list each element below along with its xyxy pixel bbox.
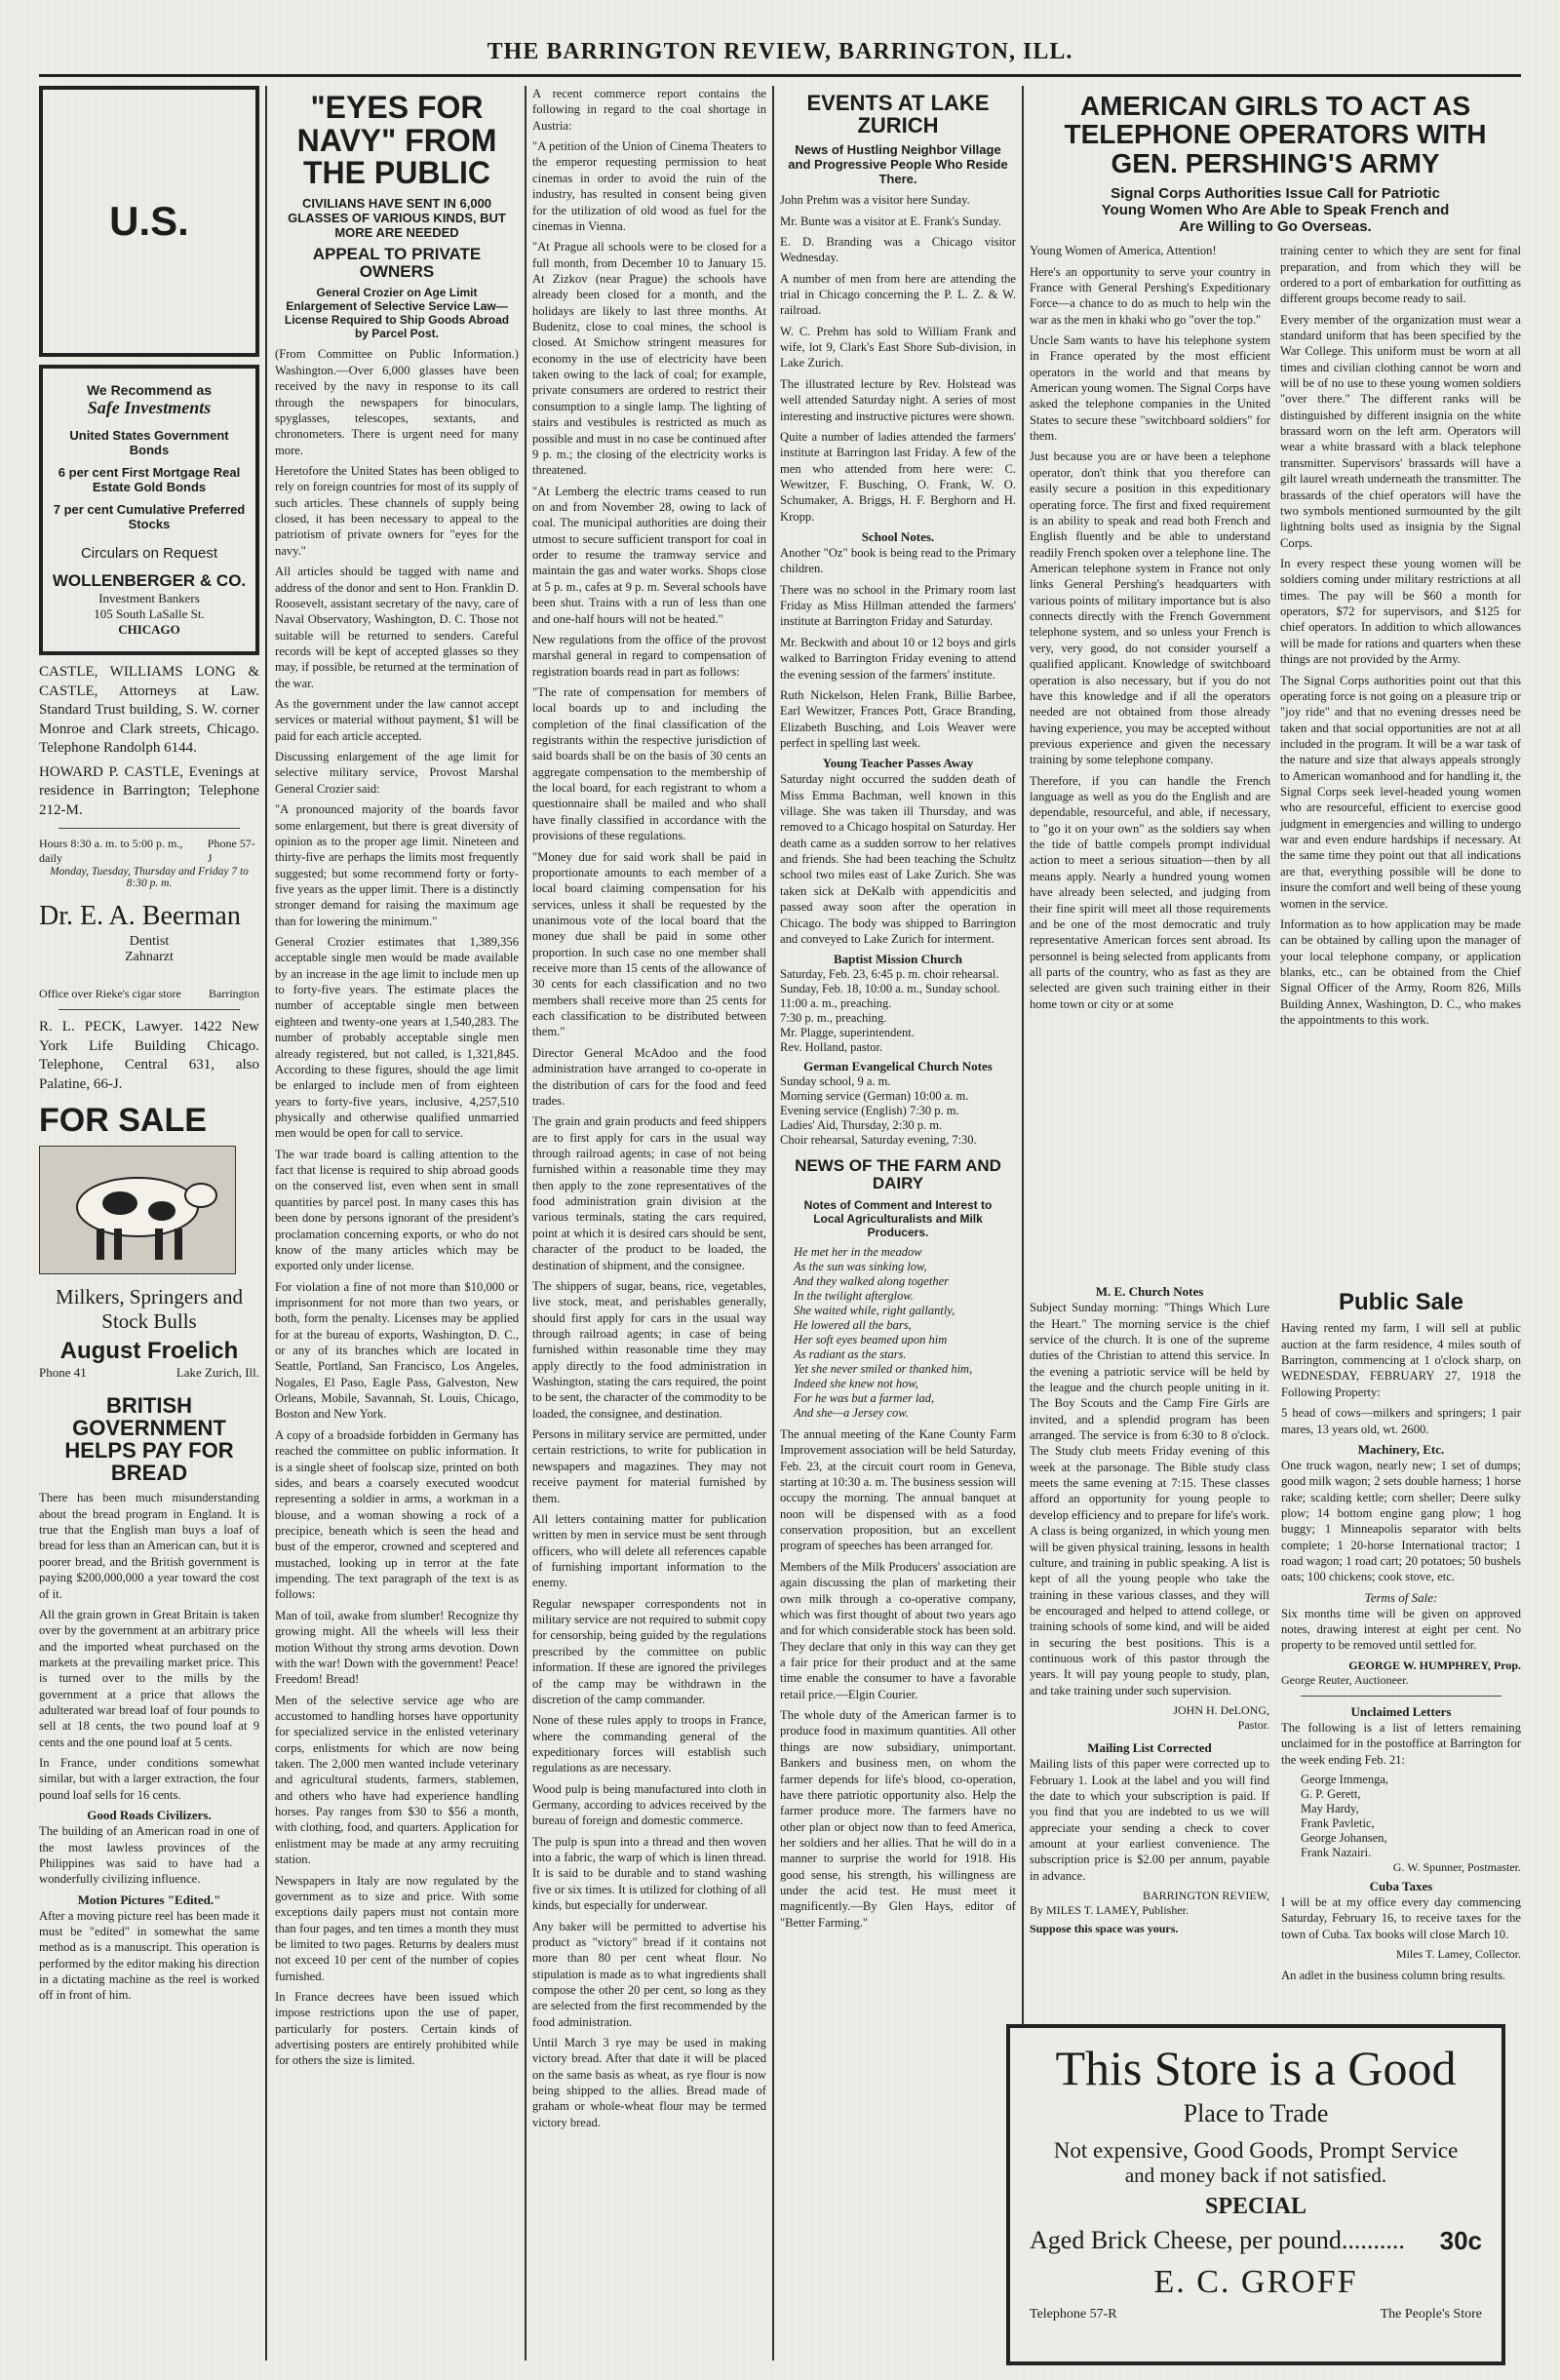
text-paragraph: General Crozier estimates that 1,389,356 acceptable single men would be made available by an increase in the age limit to include men up to forty-five years. The estimate places the number of acceptable single men between eighteen and twenty-one years at 1,540,283. The number of probably acceptable single men already registered, but not called, is 1,321,845. According to these figures, should the age limit be enlarged to include men of from eighteen years to forty-five years, inclusive, 4,257,510 physically and otherwise qualified unmarried men would be open for call to service. <box>275 935 519 1141</box>
sale-item: One truck wagon, nearly new; 1 set of dumps; good milk wagon; 2 sets double harness; 1 horse rake; scalding kettle; corn sheller; Deere sulky plow; 14 bottom engine gang plow; 1 hog buggy; 1 Minneapolis separator with belts complete; 1 20-horse International tractor; 1 road wagon; 1 road cart; 20 potatoes; 50 bushels oats; 100 chickens; cook stove, etc. <box>1281 1458 1521 1584</box>
milkers-text: Milkers, Springers and Stock Bulls <box>56 1285 243 1333</box>
motion-text: After a moving picture reel has been made it must be "edited" in somewhat the same method as is a manuscript. This operation is performed by the editor making his direction in a dictating machine as the reel is worked off in front of him. <box>39 1908 259 2003</box>
british-para: There has been much misunderstanding about the bread program in England. It is true that the English man buys a loaf of bread for less than an American can, but it is poorer bread, and the British government is paying $200,000,000 a year toward the cost of it. <box>39 1491 259 1601</box>
investment-ad <box>39 365 259 655</box>
castle-card: CASTLE, WILLIAMS LONG & CASTLE, Attorneys at Law. Standard Trust building, S. W. corner Monroe and Clark streets, Chicago. Telephone Randolph 6144. <box>39 664 259 756</box>
text-paragraph: A recent commerce report contains the following in regard to the coal shortage in Austria: <box>532 87 766 133</box>
column-4 <box>780 86 1016 2360</box>
school-body <box>780 545 1016 751</box>
text-paragraph: A copy of a broadside forbidden in Germany has reached the committee on public information. It is a single sheet of foolscap size, printed on both sides, and bears a coarsely executed woodcut representing a soldier in arms, a workman in a blouse, and a woman showing a rock of a precipice, beneath which is seen the head and bust of the emperor, crowned and sceptered and mustached, looking up in terror at the fate impending. The text paragraph of the text is as follows: <box>275 1427 519 1602</box>
text-paragraph: Therefore, if you can handle the French language as well as you do the English and are dependable, resourceful, and able, if necessary, to "go it on your own" as the soldiers say when the tide of battle compels prompt individual action to meet a serious situation—then by all means apply. Nearly a hundred young women have already been selected, and judging from their fine spirit will meet all those requirements and be one of the most democratic and truly representative American forces sent abroad. Its personnel is being selected from applicants from all parts of the country, who as fast as they are selected are given such training either in their home town or city or at some <box>1030 773 1270 1011</box>
eyes-deck: General Crozier on Age Limit Enlargement of Selective Service Law—License Required to Ship Goods Abroad by Parcel Post. <box>284 286 510 341</box>
invest-city: CHICAGO <box>118 622 180 637</box>
text-paragraph: The illustrated lecture by Rev. Holstead was well attended Saturday night. A series of most interesting and instructive pictures were shown. <box>780 376 1016 423</box>
text-paragraph: Yet she never smiled or thanked him, <box>794 1361 973 1376</box>
text-paragraph: 11:00 a. m., preaching. <box>780 996 892 1011</box>
text-paragraph: Just because you are or have been a telephone operator, don't think that you therefore can easily secure a position in this expeditionary operating force. The first and fixed requirement is an ability to speak and read both French and English fluently and be able to understand readily French spoken over a telephone line. The American telephone system in France not only links General Pershing's headquarters with various points of military importance but is also connects directly with the French Government telephone system, and so unless your French is very, very good, do not consider yourself a qualified applicant. Knowledge of switchboard operation is also necessary, but if you do not have this knowledge and if all the operators needed are not obtained from those already having experience, you may be accepted without previous experience and given the necessary training by some telephone company. <box>1030 449 1270 767</box>
store-phone: Telephone 57-R <box>1030 2307 1117 2321</box>
mail-text: Mailing lists of this paper were corrected up to February 1. Look at the label and you will find the date to which your subscription is paid. If you find that you are indebted to us we will appreciate your sending a check to cover amount at your earliest convenience. The subscription price is $2.00 per annum, payable in advance. <box>1030 1757 1269 1883</box>
text-paragraph: "At Prague all schools were to be closed for a full month, from December 10 to January 15. At Zizkov (near Prague) the schools have already been closed for a month, and the holidays are likely to last three months. At Budenitz, close to coal mines, the school is closed. At Smichow stringent measures for economy in the use of electricity have been taken owing to the lack of coal; for example, private consumers are ordered to restrict their consumption to a single lamp. The lighting of stairs and vestibules is restricted as much as possible and must in no case be continued after 9 p. m.; the closing of the electricity works is threatened. <box>532 240 766 478</box>
text-paragraph: Here's an opportunity to serve your country in France with General Pershing's Expeditionary Force—a chance to do as much to help win the war as the men in khaki who go "over the top." <box>1030 264 1270 327</box>
british-para: All the grain grown in Great Britain is taken over by the government at an arbitrary price and the imported wheat purchased on the markets at the prevailing market price. This is turned over to the mills by the government at a price that allows the adulterated war bread loaf of four pounds to sell at 18 cents, the two pound loaf at 9 cents and the one pound loaf at 5 cents. <box>39 1607 259 1749</box>
invest-heading: We Recommend as <box>86 382 213 398</box>
german-lines <box>780 1074 1016 1148</box>
letters-heading: Unclaimed Letters <box>1350 1703 1452 1719</box>
cuba-sign: Miles T. Lamey, Collector. <box>1395 1946 1521 1961</box>
text-paragraph: May Hardy, <box>1301 1801 1359 1815</box>
text-paragraph: Ruth Nickelson, Helen Frank, Billie Barbee, Earl Wewitzer, Frances Pott, Grace Branding, Elizabeth Busching, and Lois Weaver were perfect in spelling last week. <box>780 687 1016 750</box>
store-tagline: The People's Store <box>1380 2307 1482 2321</box>
text-paragraph: The annual meeting of the Kane County Farm Improvement association will be held Saturday, Feb. 23, at the circuit court room in Geneva, starting at 10:30 a. m. The business session will occupy the morning. The annual banquet at noon will be dispensed with as a food conservation proposition, but an excellent program of speeches has been arranged for. <box>780 1426 1016 1553</box>
invest-item: 7 per cent Cumulative Preferred Stocks <box>53 502 246 531</box>
column-2 <box>275 86 519 2360</box>
baptist-lines <box>780 967 1016 1055</box>
british-para: In France, under conditions somewhat similar, but with a larger extraction, the four pound loaf sells for 16 cents. <box>39 1756 259 1802</box>
phone-text: Phone 57-J <box>207 837 255 865</box>
text-paragraph: The Signal Corps authorities point out that this operating force is not going on a pleasure trip or "joy ride" and that no evening dresses need be taken and that social opportunities are not at all included in the program. It will be a war task of the nature and size that always appeals strongly to American womanhood and for handling it, the Signal Corps seek level-headed young women who are resourceful, efficient to exercise good judgment in emergencies and willing to undergo war and even endure hardships if necessary. At the same time they point out that all indications are that, everything possible will be done to insure the comfort and well being of these young women in the service. <box>1280 673 1521 911</box>
appeal-heading: APPEAL TO PRIVATE OWNERS <box>312 244 482 281</box>
text-paragraph: Information as to how application may be made can be obtained by calling upon the manager of your local telephone company, or application blanks, etc., can be obtained from the Chief Signal Officer of the Army, Room 826, Mills Building Annex, Washington, D. C., who makes the appointments to this work. <box>1280 917 1521 1028</box>
text-paragraph: Director General McAdoo and the food administration have arranged to co-operate in the distribution of cars for the food and feed trades. <box>532 1045 766 1108</box>
text-paragraph: And she—a Jersey cow. <box>794 1405 909 1420</box>
text-paragraph: Choir rehearsal, Saturday evening, 7:30. <box>780 1133 977 1148</box>
store-line4: and money back if not satisfied. <box>1124 2164 1387 2187</box>
store-name: E. C. GROFF <box>1153 2264 1358 2300</box>
eyes-heading: "EYES FOR NAVY" FROM THE PUBLIC <box>296 90 497 191</box>
text-paragraph: He met her in the meadow <box>794 1244 922 1259</box>
terms-heading: Terms of Sale: <box>1364 1589 1438 1605</box>
mail-note: Suppose this space was yours. <box>1030 1922 1179 1936</box>
me-sign-title: Pastor. <box>1237 1718 1269 1733</box>
froelich-name: August Froelich <box>59 1338 239 1364</box>
text-paragraph: George Johansen, <box>1301 1830 1387 1845</box>
froelich-town: Lake Zurich, Ill. <box>176 1365 259 1380</box>
text-paragraph: Another "Oz" book is being read to the Primary children. <box>780 546 1016 576</box>
school-heading: School Notes. <box>861 529 935 545</box>
me-sign: JOHN H. DeLONG, <box>1173 1703 1269 1718</box>
text-paragraph: "A pronounced majority of the boards favor some enlargement, but there is great diversity of opinion as to the proper age limit. Nineteen and thirty-five are perhaps the limits most frequently suggested; but some recommend forty or forty-five years as the upper limit. There is a distinctly stronger demand for raising the maximum age than for lowering the minimum." <box>275 802 519 928</box>
invest-subheading: Safe Investments <box>87 398 212 417</box>
text-paragraph: "A petition of the Union of Cinema Theaters to the emperor requesting permission to heat cinemas in order to avoid the ruin of the industry, has resulted in consent being given for the utilization of old wood as fuel for the cinemas in Vienna. <box>532 139 766 233</box>
office-text: Office over Rieke's cigar store <box>39 987 181 1000</box>
text-paragraph: Her soft eyes beamed upon him <box>794 1332 948 1346</box>
us-box <box>39 86 259 357</box>
text-paragraph: She waited while, right gallantly, <box>794 1303 956 1317</box>
farm-poem <box>794 1245 1016 1421</box>
me-text: Subject Sunday morning: "Things Which Lure the Heart." The morning service is the chief service of the church. It is one of the supreme duties of the Christian to attend this service. In the evening a patriotic service will be held by the league and the church people uniting in it. The Boy Scouts and the Camp Fire Girls are invited, and a splendid program has been arranged. The service is from 6:30 to 8 o'clock. The Study club meets Friday evening of this week at the parsonage. The Bible study class meets the same evening at 7:15. These classes afford an opportunity for young people to develop efficiency and to prepare for life's work. A class is being organized, in which young men will be given physical training, lessons in health culture, and training in public speaking. A list is kept of all the young people who take the training in these various classes, and they will be encouraged and helped to attend college, or training schools of some kind, and will be aided in securing the best positions. This is a continuous work of this pastor through the years. It will pay young people to study, plan, and take training under such supervision. <box>1030 1301 1269 1697</box>
store-line3: Not expensive, Good Goods, Prompt Service <box>1053 2138 1459 2163</box>
text-paragraph: There was no school in the Primary room last Friday as Miss Hillman attended the farmers' institute at Barrington Friday and Saturday. <box>780 582 1016 629</box>
letters-sign: G. W. Spunner, Postmaster. <box>1392 1859 1521 1874</box>
german-heading: German Evangelical Church Notes <box>803 1059 993 1074</box>
girls-heading: AMERICAN GIRLS TO ACT AS TELEPHONE OPERATORS WITH GEN. PERSHING'S ARMY <box>1064 91 1487 178</box>
text-paragraph: Men of the selective service age who are accustomed to handling horses have opportunity for specialized service in the enlisted veterinary corps, enlistments for which are now being taken. The 2,000 men wanted include veterinary and agricultural students, farmers, stablemen, and others who have had experience handling horses. Pay ranges from $30 to $56 a month, with clothing, food, and quarters. Application for enlistment may be made at any army recruiting station. <box>275 1693 519 1867</box>
store-item: Aged Brick Cheese, per pound.......... <box>1030 2226 1405 2254</box>
lower-right <box>1281 1284 1521 2103</box>
dentist-name: Dr. E. A. Beerman <box>39 901 241 931</box>
text-paragraph: Wood pulp is being manufactured into cloth in Germany, according to advices received by the bureau of foreign and domestic commerce. <box>532 1781 766 1828</box>
british-heading: BRITISH GOVERNMENT HELPS PAY FOR BREAD <box>64 1393 234 1486</box>
mail-paper: BARRINGTON REVIEW, <box>1142 1889 1269 1903</box>
sale-sign: GEORGE W. HUMPHREY, Prop. <box>1348 1658 1521 1672</box>
column-divider <box>772 86 774 2360</box>
lake-zurich-sub: News of Hustling Neighbor Village and Progressive People Who Reside There. <box>788 142 1008 187</box>
adlet-text: An adlet in the business column bring results. <box>1281 1968 1506 1982</box>
text-paragraph: "The rate of compensation for members of local boards up to and including the completion of the final classification of the registrants within the respective jurisdiction of said boards shall be on the basis of 30 cents an aggregate compensation to the membership of the local board, for each registrant to whom a questionnaire shall be mailed and who shall have finally classified in accordance with the provisions of these regulations. <box>532 684 766 843</box>
lake-zurich-heading: EVENTS AT LAKE ZURICH <box>806 91 990 138</box>
text-paragraph: Indeed she knew not how, <box>794 1376 918 1390</box>
invest-item: 6 per cent First Mortgage Real Estate Gold Bonds <box>58 465 241 494</box>
text-paragraph: Persons in military service are permitted, under certain restrictions, to write for publication in newspapers and magazines. They may not receive payment for material furnished by them. <box>532 1427 766 1505</box>
text-paragraph: In France decrees have been issued which impose restrictions upon the use of paper, particularly for posters. Certain kinds of advertising posters are entirely prohibited while for others the size is limited. <box>275 1990 519 2068</box>
text-paragraph: Frank Pavletic, <box>1301 1815 1375 1830</box>
letters-names <box>1301 1773 1521 1860</box>
text-paragraph: Morning service (German) 10:00 a. m. <box>780 1089 969 1104</box>
divider <box>58 828 240 829</box>
column-5 <box>1030 86 1521 2360</box>
for-sale-heading: FOR SALE <box>39 1102 207 1139</box>
text-paragraph: As the sun was sinking low, <box>794 1259 927 1273</box>
text-paragraph: Regular newspaper correspondents not in military service are not required to submit copy for censorship, being guided by the regulations prescribed by the committee on public information. If these are ignored the privileges of the camp may be withdrawn in the discretion of the camp commander. <box>532 1596 766 1706</box>
store-title: This Store is a Good <box>1055 2041 1457 2095</box>
text-paragraph: None of these rules apply to troops in France, where the commanding general of the expeditionary forces will establish such regulations as are necessary. <box>532 1713 766 1775</box>
column-3 <box>532 86 766 2360</box>
text-paragraph: training center to which they are sent for final preparation, and from which they will be ordered to a port of embarkation for outfitting as different groups become ready to sail. <box>1280 244 1521 306</box>
text-paragraph: "Money due for said work shall be paid in proportionate amounts to each member of a local board claiming compensation for his services, unless it shall be requested by the unanimous vote of the local board that the money due shall be paid in some other proportion. In such case no one member shall receive more than 15 cents of the allowance of 30 cents for each classification and no two members shall receive more than 25 cents for each classification to be distributed between them." <box>532 849 766 1039</box>
sale-auctioneer: George Reuter, Auctioneer. <box>1281 1672 1409 1687</box>
masthead-rule <box>39 74 1521 77</box>
dentist-title: Dentist <box>129 934 170 949</box>
days-text: Monday, Tuesday, Thursday and Friday 7 to 8:30 p. m. <box>50 866 249 889</box>
divider <box>1301 1696 1502 1697</box>
text-paragraph: Evening service (English) 7:30 p. m. <box>780 1104 959 1118</box>
letters-text: The following is a list of letters remaining unclaimed for in the postoffice at Barrington for the week ending Feb. 21: <box>1281 1720 1521 1767</box>
text-paragraph: Every member of the organization must wear a standard uniform that has been specified by the War College. This uniform must be worn at all times and civilian clothing cannot be worn and will be of no use to these young women soldiers "over there." The different ranks will be distinguished by different insignia on the white brassard worn on the left arm. Operators will wear a white brassard with a black telephone transmitter. Supervisors' brassards will have a gilt laurel wreath underneath the transmitter. The brassards of the chief operators will have the two symbols mentioned surmounted by the gilt lightning bolts used as insignia by the Signal Corps. <box>1280 312 1521 550</box>
text-paragraph: Man of toil, awake from slumber! Recognize thy growing might. All the wheels will less their motion Without thy strong arms devotion. Down with the war! Down with the government! Peace! Freedom! Bread! <box>275 1608 519 1687</box>
text-paragraph: In every respect these young women will be soldiers coming under military restrictions at all times. The pay will be $60 a month for operators, $72 for supervisors, and $125 for chief operators. In addition to which allowances will be made for rations and quarters when these things are not provided by the Army. <box>1280 557 1521 667</box>
text-paragraph: W. C. Prehm has sold to William Frank and wife, lot 9, Clark's East Shore Sub-division, in Lake Zurich. <box>780 324 1016 371</box>
text-paragraph: Discussing enlargement of the age limit for selective military service, Provost Marshal General Crozier said: <box>275 750 519 796</box>
peck-card: R. L. PECK, Lawyer. 1422 New York Life Building Chicago. Telephone, Central 631, also Palatine, 66-J. <box>39 1019 259 1092</box>
text-paragraph: John Prehm was a visitor here Sunday. <box>780 193 970 208</box>
text-paragraph: The whole duty of the American farmer is to produce food in maximum quantities. All other things are now subsidiary, unimportant. Bankers and business men, on whom the farmer depends for life's blood, co-operation, have there patriotic opportunity also. Help the farmer produce more. The farmers have no other plan or object now than to feed America, her soldiers and her allies. That he will do in a manner to surprise the world for 1918. His good sense, his strength, his willingness are under the acid test. He must meet it magnificently.—By Glen Hays, editor of "Better Farming." <box>780 1708 1016 1930</box>
sale-heading: Public Sale <box>1338 1289 1464 1316</box>
text-paragraph: Mr. Bunte was a visitor at E. Frank's Sunday. <box>780 214 1002 228</box>
store-price: 30c <box>1439 2226 1482 2255</box>
column-divider <box>1022 86 1024 2360</box>
text-paragraph: The pulp is spun into a thread and then woven into a fabric, the warp of which is linen thread. It is said to be durable and to stand washing five or six times. It is utilized for clothing of all kinds, but especially for underwear. <box>532 1834 766 1913</box>
text-paragraph: As radiant as the stars. <box>794 1346 907 1361</box>
store-ad <box>1006 2024 1505 2365</box>
cow-illustration <box>39 1146 236 1274</box>
store-line2: Place to Trade <box>1183 2099 1329 2127</box>
cuba-text: I will be at my office every day commencing Saturday, February 16, to receive taxes for the town of Cuba. Tax books will close March 10. <box>1281 1894 1521 1941</box>
froelich-row <box>39 1365 259 1381</box>
girls-right-column <box>1280 243 1521 1276</box>
text-paragraph: A number of men from here are attending the trial in Chicago concerning the P. L. Z. & W. railroad. <box>780 271 1016 318</box>
column-divider <box>265 86 267 2360</box>
invest-circulars: Circulars on Request <box>80 545 218 562</box>
teacher-heading: Young Teacher Passes Away <box>822 756 974 771</box>
text-paragraph: The shippers of sugar, beans, rice, vegetables, live stock, meat, and perishables generally, should first apply for cars in the usual way through railroad agents; in case of being furnished within reasonable time they may apply directly to the food administration in Washington, stating the cars required, the point to be sent, the character of the commodity to be loaded, the consignee, and destination. <box>532 1278 766 1421</box>
text-paragraph: Members of the Milk Producers' association are again discussing the plan of marketing their own milk through a co-operative company, which was first thought of about two years ago and for which considerable stock has been sold. They declare that only in this way can they get a fair price for their product and at the same time enable the consumer to have a favorable retail price.—Elgin Courier. <box>780 1559 1016 1701</box>
eyes-body <box>275 346 519 2068</box>
store-footer <box>1030 2307 1482 2322</box>
column-3-body <box>532 86 766 2130</box>
dentist-sub: Zahnarzt <box>125 950 174 964</box>
masthead: THE BARRINGTON REVIEW, BARRINGTON, ILL. <box>487 39 1073 64</box>
text-paragraph: Newspapers in Italy are now regulated by the government as to size and price. With some exceptions daily papers must not contain more than four pages, and ten times a month they must be limited to two pages. Returns by dealers must not exceed 10 per cent of the number of copies furnished. <box>275 1873 519 1983</box>
text-paragraph: E. D. Branding was a Chicago visitor Wednesday. <box>780 234 1016 265</box>
invest-firm: WOLLENBERGER & CO. <box>52 571 247 590</box>
text-paragraph: "At Lemberg the electric trams ceased to run on and from November 28, owing to lack of coal. The municipal authorities are doing their utmost to secure sufficient transport for coal in order to resume the tramway service and maintain the gas and water works. Shops close at 5 p. m., cafes at 9 p. m. Several schools have been shut. Trains with a run of less than one and one-half hours will not be heated." <box>532 484 766 626</box>
cuba-heading: Cuba Taxes <box>1369 1878 1433 1893</box>
me-heading: M. E. Church Notes <box>1095 1284 1204 1300</box>
column-divider <box>525 86 526 2360</box>
text-paragraph: The war trade board is calling attention to the fact that license is required to ship abroad goods on the conserved list, even when sent in small quantities by parcel post. In many cases this has been done by persons ignorant of the president's proclamation concerning exports, or who do not know of the many articles which may be exported only under license. <box>275 1147 519 1273</box>
text-paragraph: Quite a number of ladies attended the farmers' institute at Barrington last Friday. A few of the men who attended from here were: C. Wewitzer, F. Busching, O. Frank, W. O. Schumaker, A. Briggs, H. F. Berghorn and H. Kropp. <box>780 429 1016 524</box>
text-paragraph: Until March 3 rye may be used in making victory bread. After that date it will be placed on the same basis as wheat, as rye flour is now being shipped to the allies. Bread made of graham or whole-wheat flour may be termed victory bread. <box>532 2036 766 2129</box>
text-paragraph: Ladies' Aid, Thursday, 2:30 p. m. <box>780 1118 943 1133</box>
text-paragraph: All letters containing matter for publication written by men in service must be sent through officers, who will delete all references capable of furnishing important information to the enemy. <box>532 1511 766 1590</box>
text-paragraph: In the twilight afterglow. <box>794 1288 914 1303</box>
farm-sub: Notes of Comment and Interest to Local Agriculturalists and Milk Producers. <box>803 1197 993 1239</box>
divider <box>58 1009 240 1010</box>
text-paragraph: For he was but a farmer lad, <box>794 1390 935 1405</box>
text-paragraph: Mr. Beckwith and about 10 or 12 boys and girls walked to Barrington Friday evening to attend the evening session of the farmers' institute. <box>780 635 1016 682</box>
text-paragraph: G. P. Gerett, <box>1301 1786 1361 1801</box>
text-paragraph: Mr. Plagge, superintendent. <box>780 1026 915 1040</box>
howard-card: HOWARD P. CASTLE, Evenings at residence in Barrington; Telephone 212-M. <box>39 763 259 818</box>
farm-body <box>780 1426 1016 1931</box>
text-paragraph: Saturday, Feb. 23, 6:45 p. m. choir rehearsal. <box>780 967 999 982</box>
text-paragraph: Any baker will be permitted to advertise his product as "victory" bread if it contains not more than 80 per cent wheat flour. No stipulation is made as to what ingredients shall compose the other 20 per cent, so long as they are selected from the first recommended by the food administration. <box>532 1919 766 2029</box>
text-paragraph: All articles should be tagged with name and address of the donor and sent to Hon. Franklin D. Roosevelt, assistant secretary of the navy, care of Naval Observatory, Washington, D. C. Those not suitable will be returned to senders. Careful records will be kept of accepted glasses so they may, if possible, be returned at the termination of the war. <box>275 565 519 690</box>
invest-firm-sub: Investment Bankers <box>98 591 200 605</box>
text-paragraph: Uncle Sam wants to have his telephone system in France operated by the most efficient operators in the world and that means by American young women. The Signal Corps have asked the telephone companies in the United States to secure these "switchboard soldiers" for them. <box>1030 332 1270 444</box>
lower-section <box>1030 1284 1521 2103</box>
sale-item-heading: Machinery, Etc. <box>1357 1441 1445 1457</box>
text-paragraph: Heretofore the United States has been obliged to rely on foreign countries for most of its supply of such articles. These channels of supply being closed, it has been necessary to appeal to the patriotism of private owners for "eyes for the navy." <box>275 463 519 558</box>
text-paragraph: New regulations from the office of the provost marshal general in regard to compensation of registration boards read in part as follows: <box>532 632 766 679</box>
hours-row <box>39 837 259 866</box>
roads-text: The building of an American road in one of the most lawless provinces of the Philippines was said to have had a wonderfully civilizing influence. <box>39 1824 259 1887</box>
lower-left <box>1030 1284 1269 2103</box>
hours-text: Hours 8:30 a. m. to 5:00 p. m., daily <box>39 837 183 865</box>
farm-heading: NEWS OF THE FARM AND DAIRY <box>795 1156 1001 1193</box>
office-row <box>39 987 259 1001</box>
terms-text: Six months time will be given on approved notes, drawing interest at eight per cent. No property to be removed until settled for. <box>1281 1606 1521 1653</box>
text-paragraph: The grain and grain products and feed shippers are to first apply for cars in the usual way through railroad agents; in case of not being furnished within a reasonable time they may then apply to the zone representatives of the food administration grain division at the various terminals, stating the cars required, point at which it is desired cars should be sent, character of the product to be loaded, the destination of shipment, and the consignee. <box>532 1114 766 1272</box>
text-paragraph: As the government under the law cannot accept services or material without payment, $1 will be paid for each article accepted. <box>275 697 519 743</box>
text-paragraph: Rev. Holland, pastor. <box>780 1040 883 1055</box>
girls-left-column <box>1030 243 1270 1276</box>
text-paragraph: (From Committee on Public Information.) Washington.—Over 6,000 glasses have been received by the navy in response to its call through the newspapers for binoculars, spyglasses, telescopes, sextants, and chronometers. There is urgent need for many more. <box>275 347 519 457</box>
office-town: Barrington <box>209 987 259 1000</box>
baptist-heading: Baptist Mission Church <box>834 952 962 967</box>
text-paragraph: For violation a fine of not more than $10,000 or imprisonment for not more than two years, or both, form the penalty. Licenses may be applied for at the bureau of exports, Washington, D. C., or any of its branches which are located in Seattle, Portland, San Francisco, Los Angeles, Nogales, El Paso, Eagle Pass, Galveston, New Orleans, Mobile, Savannah, St. Louis, Chicago, Boston and New York. <box>275 1279 519 1422</box>
mail-heading: Mailing List Corrected <box>1087 1740 1212 1756</box>
sale-text: Having rented my farm, I will sell at public auction at the farm residence, 4 miles south of Barrington, commencing at 1 o'clock sharp, on WEDNESDAY, FEBRUARY 27, 1918 the Following Property: <box>1281 1321 1521 1399</box>
store-special: SPECIAL <box>1204 2194 1307 2219</box>
text-paragraph: And they walked along together <box>794 1273 949 1288</box>
roads-heading: Good Roads Civilizers. <box>87 1808 212 1823</box>
invest-item: United States Government Bonds <box>69 428 229 457</box>
froelich-phone: Phone 41 <box>39 1365 87 1380</box>
lake-zurich-body <box>780 192 1016 525</box>
store-item-row <box>1030 2226 1482 2256</box>
text-paragraph: Young Women of America, Attention! <box>1030 244 1217 258</box>
text-paragraph: Sunday, Feb. 18, 10:00 a. m., Sunday school. <box>780 982 1000 996</box>
text-paragraph: He lowered all the bars, <box>794 1317 912 1332</box>
column-1 <box>39 86 259 2360</box>
text-paragraph: 7:30 p. m., preaching. <box>780 1011 887 1026</box>
invest-address: 105 South LaSalle St. <box>94 606 205 621</box>
girls-body <box>1030 243 1521 1276</box>
text-paragraph: Sunday school, 9 a. m. <box>780 1074 891 1089</box>
text-paragraph: George Immenga, <box>1301 1772 1389 1786</box>
teacher-text: Saturday night occurred the sudden death of Miss Emma Bachman, well known in this village. She was taken ill Thursday, and was removed to a Chicago hospital on Saturday. Her death came as a sudden sorrow to her relatives and friends. She had been teaching the Schultz school two miles east of Lake Zurich. She was taken sick at DeKalb with appendicitis and passed away soon after the operation in Chicago. The body was shipped to Barrington and conveyed to Lake Zurich for interment. <box>780 772 1016 946</box>
us-label: U.S. <box>109 198 189 244</box>
mail-by: By MILES T. LAMEY, Publisher. <box>1030 1903 1190 1918</box>
eyes-subheading: CIVILIANS HAVE SENT IN 6,000 GLASSES OF VARIOUS KINDS, BUT MORE ARE NEEDED <box>288 195 506 240</box>
text-paragraph: Frank Nazairi. <box>1301 1845 1372 1859</box>
girls-sub: Signal Corps Authorities Issue Call for Patriotic Young Women Who Are Able to Speak French and Are Willing to Go Overseas. <box>1101 185 1450 236</box>
sale-item: 5 head of cows—milkers and springers; 1 pair mares, 13 years old, wt. 2600. <box>1281 1406 1521 1436</box>
motion-heading: Motion Pictures "Edited." <box>77 1892 221 1907</box>
